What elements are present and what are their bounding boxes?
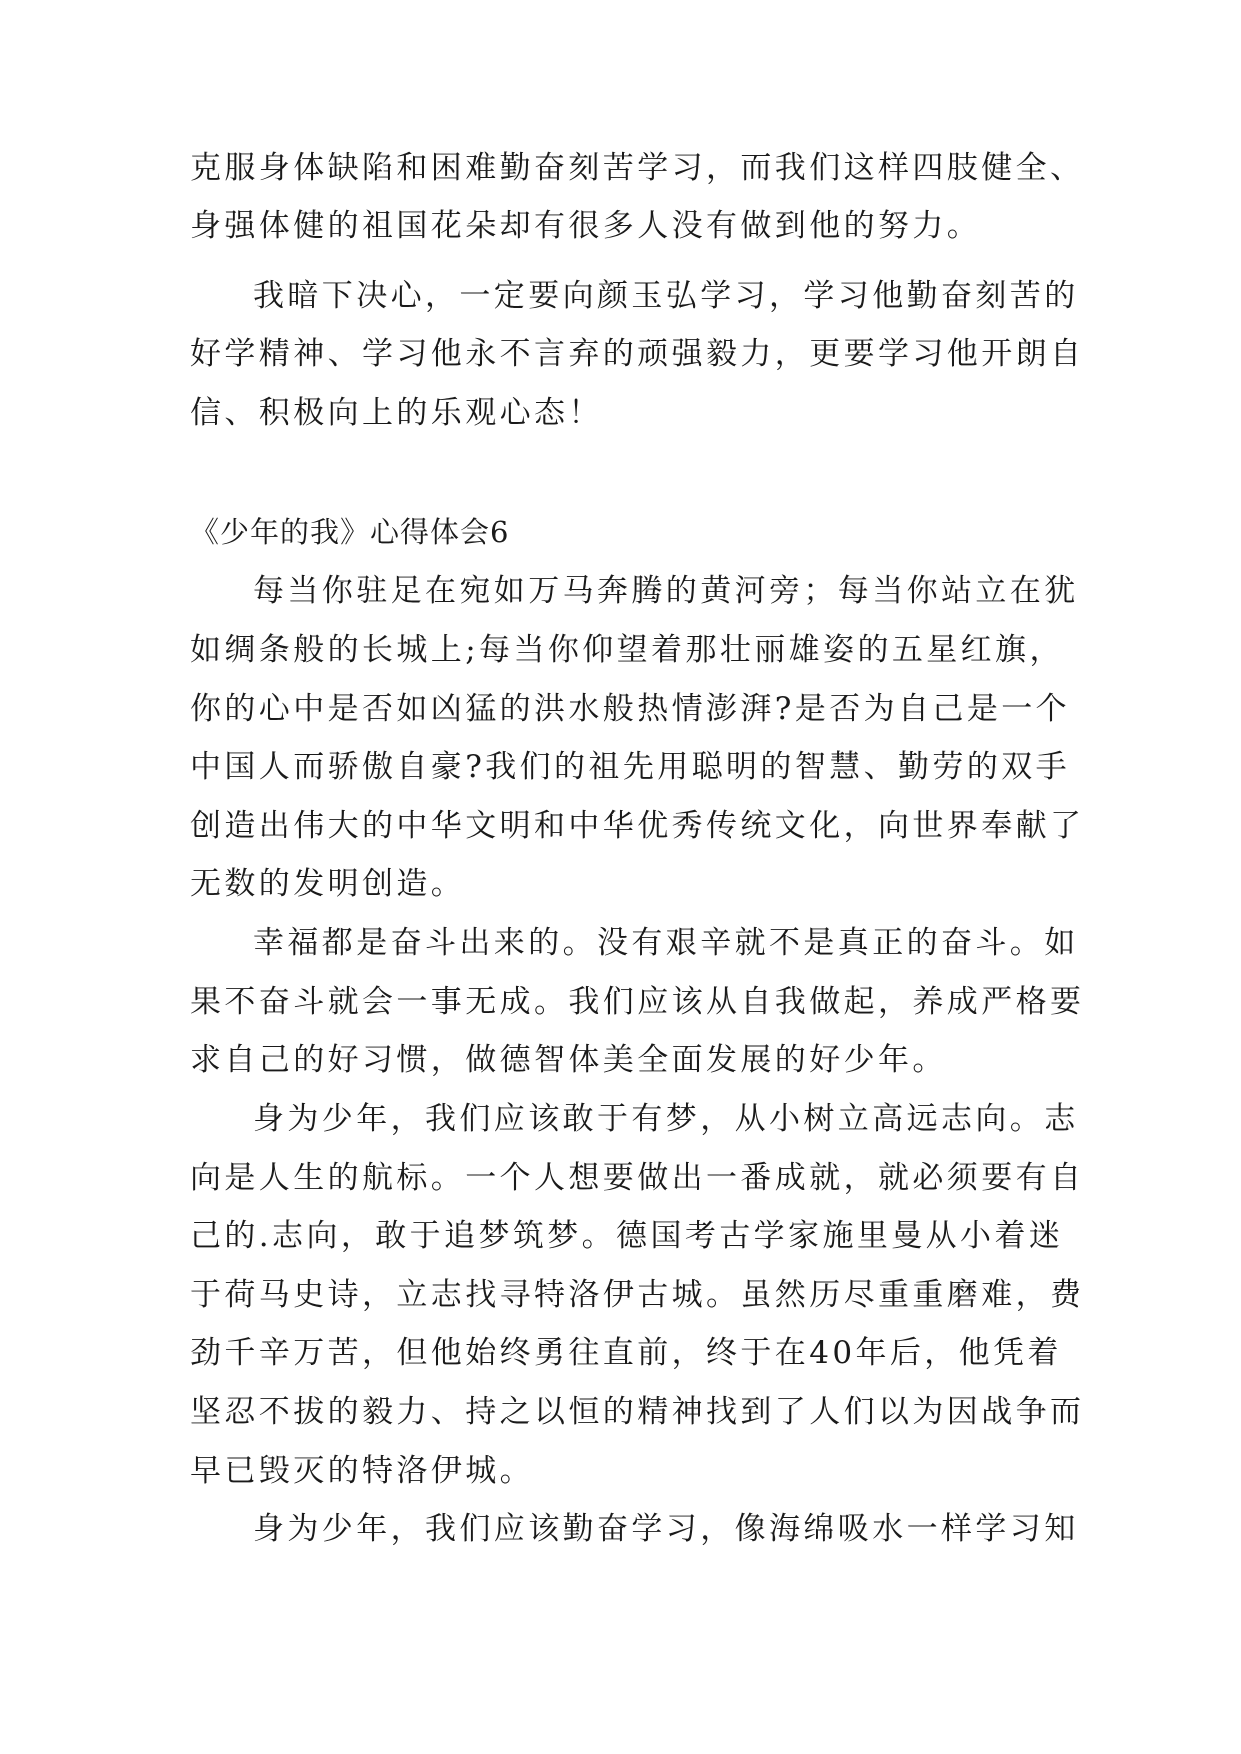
paragraph-first-line: 幸福都是奋斗出来的。没有艰辛就不是真正的奋斗。如 — [253, 925, 1079, 961]
text-line: 果不奋斗就会一事无成。我们应该从自我做起，养成严格要 — [190, 984, 1085, 1020]
paragraph-first-line: 我暗下决心，一定要向颜玉弘学习，学习他勤奋刻苦的 — [253, 278, 1079, 314]
text-line: 劲千辛万苦，但他始终勇往直前，终于在40年后，他凭着 — [190, 1335, 1062, 1371]
text-line: 信、积极向上的乐观心态！ — [190, 395, 603, 431]
text-line: 无数的发明创造。 — [190, 866, 466, 902]
text-line: 于荷马史诗，立志找寻特洛伊古城。虽然历尽重重磨难，费 — [190, 1277, 1085, 1313]
text-line: 向是人生的航标。一个人想要做出一番成就，就必须要有自 — [190, 1160, 1085, 1196]
text-line: 如绸条般的长城上;每当你仰望着那壮丽雄姿的五星红旗， — [190, 632, 1064, 668]
paragraph-first-line: 每当你驻足在宛如万马奔腾的黄河旁；每当你站立在犹 — [253, 573, 1079, 609]
text-line: 求自己的好习惯，做德智体美全面发展的好少年。 — [190, 1042, 947, 1078]
text-line: 身强体健的祖国花朵却有很多人没有做到他的努力。 — [190, 208, 982, 244]
text-line: 早已毁灭的特洛伊城。 — [190, 1453, 534, 1489]
text-line: 你的心中是否如凶猛的洪水般热情澎湃?是否为自己是一个 — [190, 691, 1071, 727]
text-line: 中国人而骄傲自豪?我们的祖先用聪明的智慧、勤劳的双手 — [190, 749, 1071, 785]
text-line: 坚忍不拔的毅力、持之以恒的精神找到了人们以为因战争而 — [190, 1394, 1085, 1430]
paragraph-first-line: 身为少年，我们应该敢于有梦，从小树立高远志向。志 — [253, 1101, 1079, 1137]
text-line: 己的.志向，敢于追梦筑梦。德国考古学家施里曼从小着迷 — [190, 1218, 1064, 1254]
text-line: 创造出伟大的中华文明和中华优秀传统文化，向世界奉献了 — [190, 808, 1085, 844]
section-heading: 《少年的我》心得体会6 — [190, 515, 510, 549]
text-line: 克服身体缺陷和困难勤奋刻苦学习，而我们这样四肢健全、 — [190, 150, 1085, 186]
text-line: 好学精神、学习他永不言弃的顽强毅力，更要学习他开朗自 — [190, 336, 1085, 372]
paragraph-first-line: 身为少年，我们应该勤奋学习，像海绵吸水一样学习知 — [253, 1511, 1079, 1547]
